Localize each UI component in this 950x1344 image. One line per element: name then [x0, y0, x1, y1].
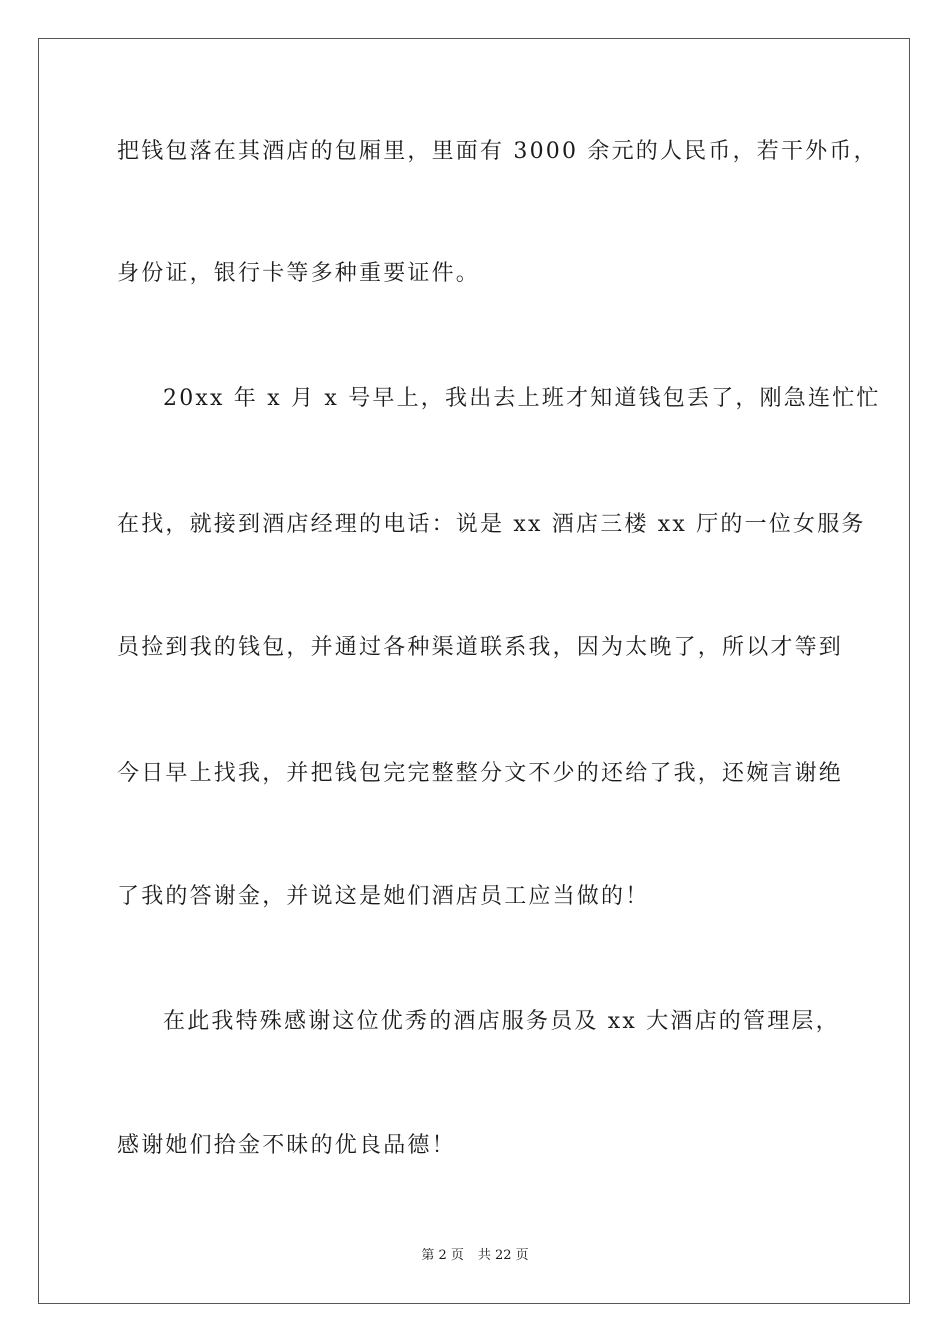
paragraph-line: 了我的答谢金，并说这是她们酒店员工应当做的！ — [117, 884, 650, 909]
paragraph-line: 在找，就接到酒店经理的电话：说是 xx 酒店三楼 xx 厅的一位女服务 — [117, 512, 866, 537]
paragraph-line: 把钱包落在其酒店的包厢里，里面有 3000 余元的人民币，若干外币， — [117, 139, 878, 164]
page-footer — [0, 1247, 950, 1265]
paragraph-line: 感谢她们拾金不昧的优良品德！ — [117, 1133, 456, 1158]
paragraph-line: 在此我特殊感谢这位优秀的酒店服务员及 xx 大酒店的管理层， — [163, 1009, 840, 1034]
page-number: 第 2 页 — [421, 1248, 464, 1263]
paragraph-line: 员捡到我的钱包，并通过各种渠道联系我，因为太晚了，所以才等到 — [117, 635, 844, 660]
paragraph-line: 20xx 年 x 月 x 号早上，我出去上班才知道钱包丢了，刚急连忙忙 — [163, 386, 881, 411]
paragraph-line: 身份证，银行卡等多种重要证件。 — [117, 261, 481, 286]
paragraph-line: 今日早上找我，并把钱包完完整整分文不少的还给了我，还婉言谢绝 — [117, 761, 844, 786]
page-total: 共 22 页 — [477, 1248, 529, 1263]
page-border — [38, 38, 910, 1304]
